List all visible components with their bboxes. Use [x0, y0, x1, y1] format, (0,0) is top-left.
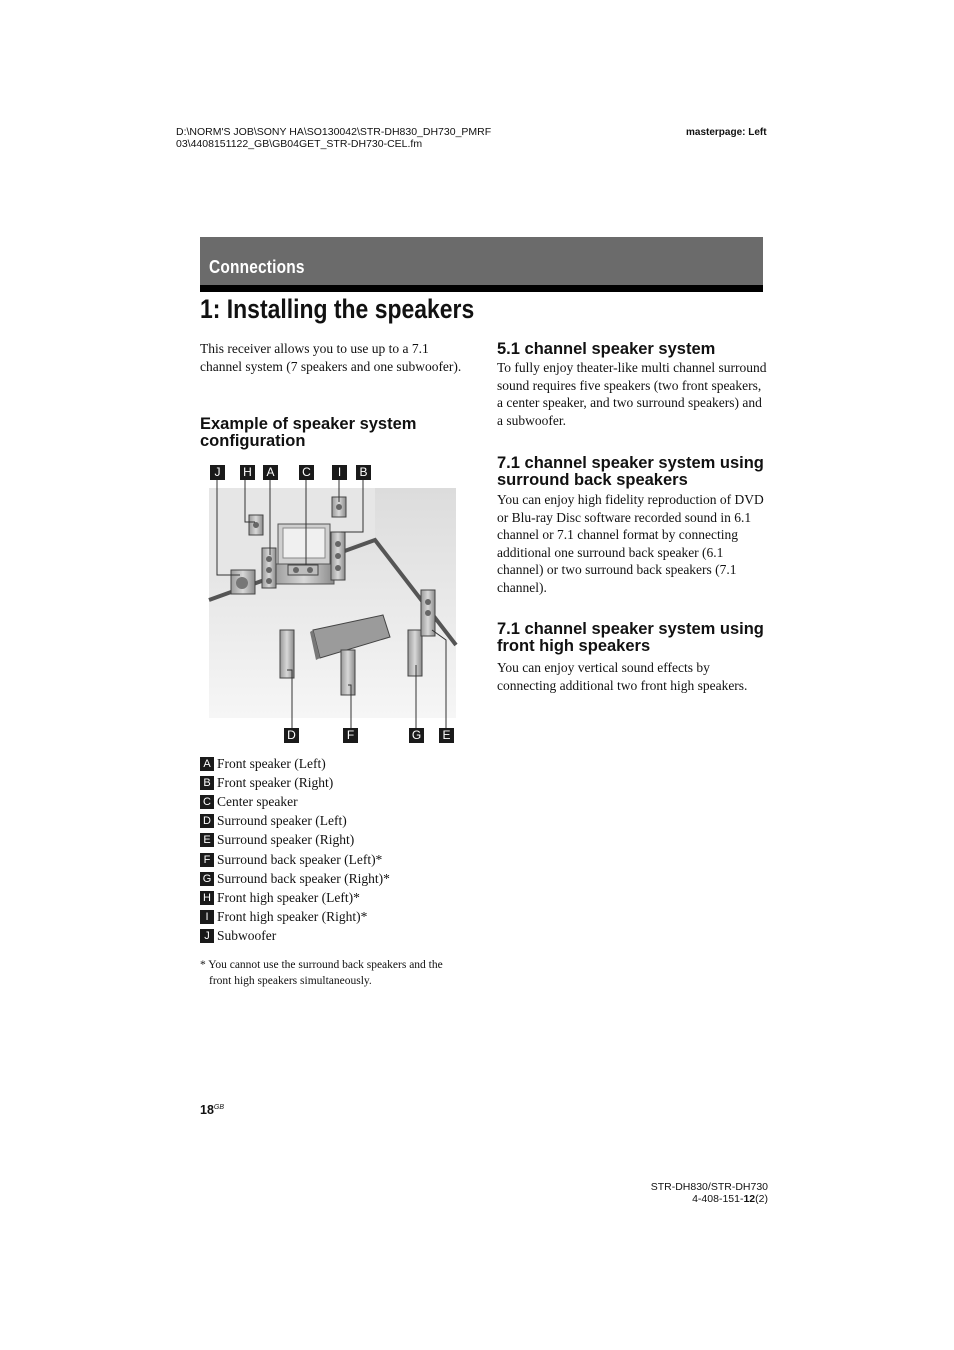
speaker-configuration-diagram — [200, 460, 465, 750]
legend-key: E — [200, 833, 214, 847]
legend-item — [200, 773, 465, 792]
legend-item — [200, 850, 465, 869]
legend-text: Front high speaker (Right)* — [217, 909, 368, 925]
legend-key: G — [200, 872, 214, 886]
legend-item — [200, 831, 465, 850]
heading-7-1-surround-back: 7.1 channel speaker system using surround back speakers — [497, 454, 764, 489]
footnote-line-2: front high speakers simultaneously. — [209, 975, 372, 987]
footnote — [200, 957, 470, 989]
diagram-label-i: I — [332, 465, 347, 480]
diagram-label-e: E — [439, 728, 454, 743]
heading-5-1-channel: 5.1 channel speaker system — [497, 340, 716, 358]
legend-key: C — [200, 795, 214, 809]
room-illustration — [200, 460, 465, 750]
legend-item — [200, 908, 465, 927]
legend-key: F — [200, 853, 214, 867]
legend-key: A — [200, 757, 214, 771]
diagram-label-c: C — [299, 465, 314, 480]
legend-text: Surround back speaker (Right)* — [217, 870, 390, 886]
file-path-line-2: 03\4408151122_GB\GB04GET_STR-DH730-CEL.fm — [176, 137, 423, 150]
legend-text: Surround speaker (Left) — [217, 813, 347, 829]
diagram-label-j: J — [210, 465, 225, 480]
heading-7-1-front-high: 7.1 channel speaker system using front high speakers — [497, 620, 764, 655]
file-path-line-1: D:\NORM'S JOB\SONY HA\SO130042\STR-DH830_DH730_PMRF — [176, 126, 492, 138]
section-banner-rule — [200, 285, 763, 292]
legend-item — [200, 812, 465, 831]
legend-item — [200, 869, 465, 888]
legend-key: B — [200, 776, 214, 790]
model-name: STR-DH830/STR-DH730 — [650, 1181, 768, 1193]
footnote-line-1: * You cannot use the surround back speakers and the — [200, 959, 443, 971]
legend-text: Center speaker — [217, 793, 298, 809]
legend-key: D — [200, 814, 214, 828]
example-heading: Example of speaker system configuration — [200, 415, 417, 450]
paragraph-7-1-surround-back: You can enjoy high fidelity reproduction of DVD or Blu-ray Disc software recorded sound in 6.1 channel or 7.1 channel format by connecting additional one surround back speaker (6.1 channel) or two surround back speakers (7.1 channel). — [497, 492, 764, 595]
legend-key: H — [200, 891, 214, 905]
document-code-prefix: 4-408-151- — [692, 1192, 744, 1205]
legend-item — [200, 927, 465, 946]
intro-paragraph: This receiver allows you to use up to a 7.1 channel system (7 speakers and one subwoofer). — [200, 341, 462, 374]
page-number-suffix: GB — [213, 1103, 225, 1111]
diagram-label-d: D — [284, 728, 299, 743]
legend-text: Front speaker (Left) — [217, 755, 326, 771]
diagram-label-g: G — [409, 728, 424, 743]
legend-text: Front speaker (Right) — [217, 774, 334, 790]
legend-text: Surround speaker (Right) — [217, 832, 355, 848]
legend-item — [200, 888, 465, 907]
file-path-header — [176, 127, 491, 150]
legend-text: Front high speaker (Left)* — [217, 889, 360, 905]
speaker-legend — [200, 754, 465, 946]
diagram-label-h: H — [240, 465, 255, 480]
document-code-suffix: (2) — [755, 1192, 768, 1205]
diagram-label-f: F — [343, 728, 358, 743]
section-banner-title: Connections — [209, 257, 305, 277]
page-title: 1: Installing the speakers — [200, 294, 475, 324]
page-number-value: 18 — [200, 1103, 214, 1117]
masterpage-label: masterpage: Left — [686, 127, 767, 138]
diagram-label-b: B — [356, 465, 371, 480]
model-footer — [600, 1182, 768, 1205]
legend-item — [200, 754, 465, 773]
legend-key: J — [200, 929, 214, 943]
paragraph-7-1-front-high: You can enjoy vertical sound effects by connecting additional two front high speakers. — [497, 660, 748, 693]
diagram-label-a: A — [263, 465, 278, 480]
paragraph-5-1-channel: To fully enjoy theater-like multi channel surround sound requires five speakers (two front speakers, a center speaker, and two surround speakers) and a subwoofer. — [497, 360, 767, 428]
document-code-bold: 12 — [743, 1192, 756, 1205]
legend-text: Subwoofer — [217, 928, 277, 944]
document-code — [600, 1194, 768, 1206]
legend-text: Surround back speaker (Left)* — [217, 851, 383, 867]
legend-key: I — [200, 910, 214, 924]
page-number — [200, 1103, 224, 1117]
legend-item — [200, 792, 465, 811]
